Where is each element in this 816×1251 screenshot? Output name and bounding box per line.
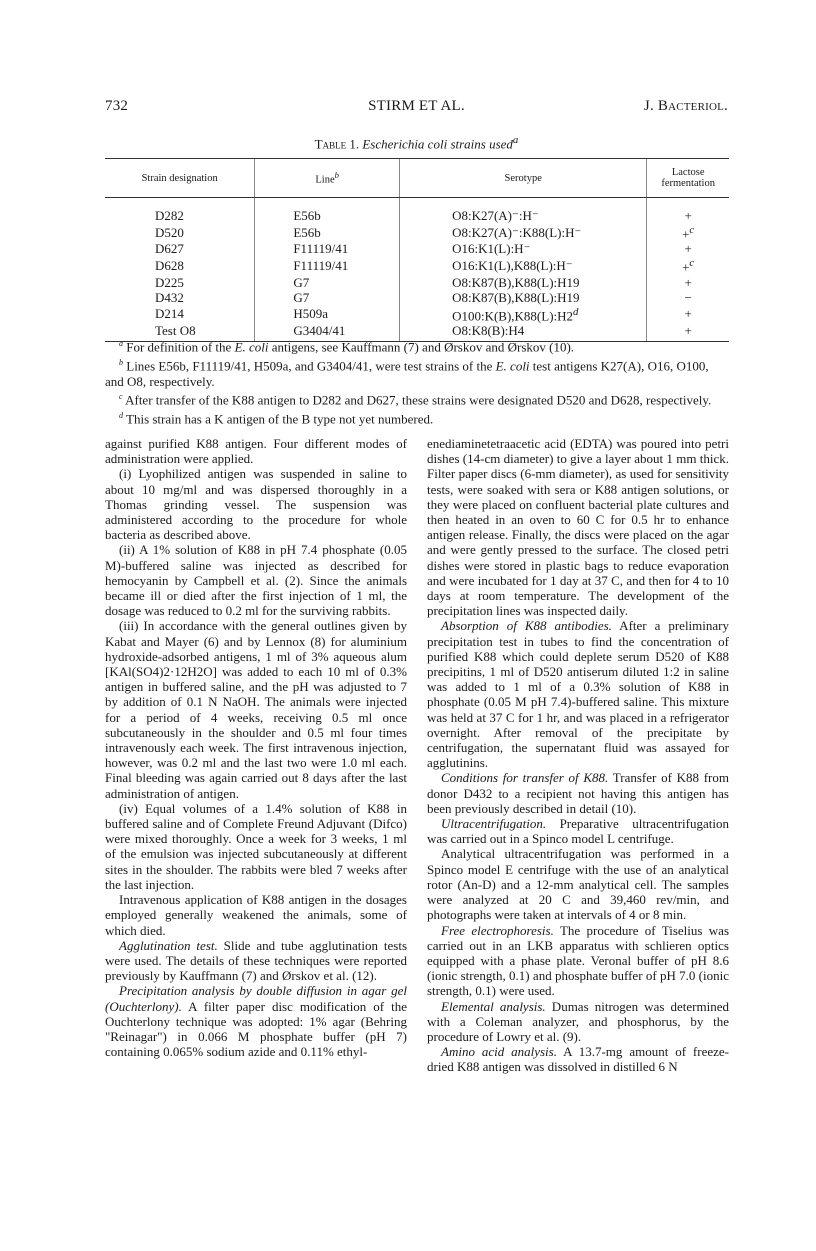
column-header-line: Line$^b$ bbox=[255, 159, 400, 198]
table-header-row bbox=[105, 159, 729, 198]
section-paragraph: Ultracentrifugation. Preparative ultracentrifugation was carried out in a Spinco model L centrifuge. bbox=[427, 816, 729, 847]
lactose-cell: +$^c$ bbox=[647, 223, 729, 241]
line-cell: G7 bbox=[255, 290, 400, 305]
lactose-cell: + bbox=[647, 275, 729, 290]
section-paragraph: Agglutination test. Slide and tube agglutination tests were used. The details of these techniques were reported previously by Kauffmann (7) and Ørskov et al. (12). bbox=[105, 937, 407, 984]
line-cell: G3404/41 bbox=[255, 323, 400, 342]
section-heading: Precipitation analysis by double diffusion in agar gel (Ouchterlony). bbox=[105, 983, 407, 1014]
body-paragraph: against purified K88 antigen. Four different modes of administration were applied. bbox=[105, 436, 407, 467]
body-paragraph: (ii) A 1% solution of K88 in pH 7.4 phosphate (0.05 M)-buffered saline was injected as described for hemocyanin by Campbell et al. (2). Since the animals became ill or died after the first injection of 1 ml, the dosage was reduced to 0.2 ml for the surviving rabbits. bbox=[105, 542, 407, 619]
column-header-lactose: Lactose fermentation bbox=[647, 159, 729, 198]
column-header-serotype: Serotype bbox=[400, 159, 647, 198]
lactose-cell: + bbox=[647, 305, 729, 323]
table-row bbox=[105, 275, 729, 290]
table-footnote: $^b$ Lines E56b, F11119/41, H509a, and G3404/41, were test strains of the E. coli test antigens K27(A), O16, O100, and O8, respectively. bbox=[105, 357, 709, 389]
line-cell: E56b bbox=[255, 223, 400, 241]
serotype-cell: O16:K1(L):H⁻ bbox=[400, 241, 647, 256]
section-heading: Ultracentrifugation. bbox=[441, 816, 547, 832]
serotype-cell: O8:K87(B),K88(L):H19 bbox=[400, 275, 647, 290]
line-cell: E56b bbox=[255, 198, 400, 224]
table-title-organism: Escherichia coli bbox=[362, 136, 448, 152]
line-cell: G7 bbox=[255, 275, 400, 290]
body-paragraph: (i) Lyophilized antigen was suspended in saline to about 10 mg/ml and was dispersed thoroughly in a Thomas grinding vessel. The suspension was administered according to the procedure for whole bacteria as described above. bbox=[105, 466, 407, 543]
serotype-cell: O8:K8(B):H4 bbox=[400, 323, 647, 342]
section-paragraph: Amino acid analysis. A 13.7-mg amount of freeze-dried K88 antigen was dissolved in distilled 6 N bbox=[427, 1044, 729, 1075]
serotype-cell: O8:K27(A)⁻:H⁻ bbox=[400, 198, 647, 224]
table-row bbox=[105, 198, 729, 224]
table-footnotes bbox=[105, 336, 729, 427]
strain-cell: D225 bbox=[155, 274, 184, 290]
section-paragraph: Elemental analysis. Dumas nitrogen was determined with a Coleman analyzer, and phosphorus, by the procedure of Lowry et al. (9). bbox=[427, 998, 729, 1044]
table-title-footnote-mark: a bbox=[512, 134, 519, 146]
strain-cell: Test O8 bbox=[105, 323, 255, 342]
section-paragraph: Analytical ultracentrifugation was performed in a Spinco model E centrifuge with the use of an analytical rotor (An-D) and a 12-mm analytical cell. The samples were analyzed at 20 C and 39,460 rev/min, and photographs were taken at intervals of 4 or 8 min. bbox=[427, 846, 729, 923]
section-paragraph: Free electrophoresis. The procedure of Tiselius was carried out in an LKB apparatus with schlieren optics equipped with a phase plate. Veronal buffer of pH 8.6 (ionic strength, 0.1) and phosphate buffer of pH 7.0 (ionic strength, 0.1) were used. bbox=[427, 922, 729, 999]
table-row bbox=[105, 223, 729, 241]
strain-cell: D282 bbox=[155, 208, 184, 223]
journal-name: J. Bacteriol. bbox=[643, 98, 728, 114]
strain-cell: D520 bbox=[155, 224, 184, 240]
section-heading: Elemental analysis. bbox=[441, 998, 546, 1014]
table-row bbox=[105, 305, 729, 323]
table-footnote: $^c$ After transfer of the K88 antigen to D282 and D627, these strains were designated D520 and D628, respectively. bbox=[119, 392, 712, 408]
running-authors: STIRM ET AL. bbox=[368, 98, 465, 114]
serotype-cell: O8:K87(B),K88(L):H19 bbox=[400, 290, 647, 305]
column-header-strain: Strain designation bbox=[105, 159, 255, 198]
body-paragraph: (iii) In accordance with the general outlines given by Kabat and Mayer (6) and by Lennox (8) for aluminium hydroxide-adsorbed antigens, 1 ml of 3% aqueous alum [KAl(SO4)2·12H2O] was added to each 10 ml of 0.3% antigen in buffered saline, and the pH was adjusted to 7 by addition of 0.1 N NaOH. The animals were injected for a period of 4 weeks, receiving 0.5 ml once subcutaneously in the shoulder and 0.5 ml four times intravenously each week. The first intravenous injection, however, was 0.2 ml and the last two were 1.0 ml each. Final bleeding was again carried out 8 days after the last administration of antigen. bbox=[105, 618, 407, 801]
section-heading: Free electrophoresis. bbox=[441, 922, 554, 938]
table-caption bbox=[105, 134, 728, 152]
body-paragraph: (iv) Equal volumes of a 1.4% solution of K88 in buffered saline and of Complete Freund Adjuvant (Difco) were mixed thoroughly. Once a week for 3 weeks, 1 ml of the emulsion was injected subcutaneously at different sites in the shoulder. The rabbits were bled 7 weeks after the last injection. bbox=[105, 800, 407, 892]
strain-cell: D432 bbox=[155, 289, 184, 305]
line-cell: F11119/41 bbox=[255, 241, 400, 256]
section-paragraph: Absorption of K88 antibodies. After a preliminary precipitation test in tubes to find the concentration of purified K88 which could deplete serum D520 of K88 precipitins, 1 ml of D520 antiserum diluted 1:2 in saline was added to 1 ml of a 0.3% solution of K88 in phosphate (0.05 M pH 7.4)-buffered saline. This mixture was held at 37 C for 1 hr, and was placed in a refrigerator overnight. After removal of the precipitate by centrifugation, the supernatant fluid was assayed for agglutinins. bbox=[427, 618, 729, 771]
strain-cell: D628 bbox=[155, 257, 184, 273]
lactose-cell: + bbox=[647, 323, 729, 342]
lactose-cell: + bbox=[647, 241, 729, 256]
right-text-column bbox=[427, 436, 729, 1075]
section-paragraph: Precipitation analysis by double diffusion in agar gel (Ouchterlony). A filter paper disc modification of the Ouchterlony technique was adopted: 1% agar (Behring "Reinagar") in 0.066 M phosphate buffer (pH 7) containing 0.065% sodium azide and 0.11% ethyl- bbox=[105, 983, 407, 1060]
left-text-column bbox=[105, 436, 407, 1059]
section-paragraph: Conditions for transfer of K88. Transfer of K88 from donor D432 to a recipient not having this antigen has been previously described in detail (10). bbox=[427, 770, 729, 816]
section-heading: Absorption of K88 antibodies. bbox=[441, 618, 612, 634]
section-heading: Conditions for transfer of K88. bbox=[441, 770, 609, 786]
strain-cell: D627 bbox=[155, 241, 184, 257]
serotype-cell: O8:K27(A)⁻:K88(L):H⁻ bbox=[400, 223, 647, 241]
lactose-cell: + bbox=[647, 198, 729, 224]
table-row bbox=[105, 241, 729, 256]
page-number: 732 bbox=[105, 98, 129, 114]
section-heading: Amino acid analysis. bbox=[441, 1044, 557, 1060]
table-row bbox=[105, 290, 729, 305]
table-footnote: $^a$ For definition of the E. coli antigens, see Kauffmann (7) and Ørskov and Ørskov (10). bbox=[119, 339, 575, 355]
section-paragraph: enediaminetetraacetic acid (EDTA) was poured into petri dishes (14-cm diameter) to give a layer about 1 mm thick. Filter paper discs (6-mm diameter), as used for sensitivity tests, were soaked with sera or K88 antigen solutions, or they were placed on confluent bacterial plate cultures and then heated in an oven to 60 C for 0.5 hr to enhance antigen release. Finally, the discs were placed on the agar and were gently pressed to the surface. The closed petri dishes were stored in plastic bags to reduce evaporation and were incubated for 1 day at 37 C, and then for 4 to 10 days at room temperature. The development of the precipitation lines was inspected daily. bbox=[427, 436, 729, 619]
line-cell: H509a bbox=[255, 305, 400, 323]
serotype-cell: O16:K1(L),K88(L):H⁻ bbox=[400, 256, 647, 274]
strain-cell: D214 bbox=[155, 306, 184, 322]
strains-table bbox=[105, 158, 729, 342]
lactose-cell: − bbox=[647, 290, 729, 305]
body-paragraph: Intravenous application of K88 antigen in the dosages employed generally weakened the animals, some of which died. bbox=[105, 892, 407, 938]
line-cell: F11119/41 bbox=[255, 256, 400, 274]
lactose-cell: +$^c$ bbox=[647, 256, 729, 274]
section-heading: Agglutination test. bbox=[119, 937, 218, 953]
table-row bbox=[105, 256, 729, 274]
table-footnote: $^d$ This strain has a K antigen of the B type not yet numbered. bbox=[119, 410, 434, 427]
table-title-rest: strains used bbox=[447, 136, 513, 152]
serotype-cell: O100:K(B),K88(L):H2$^d$ bbox=[400, 305, 647, 323]
running-header bbox=[105, 98, 728, 122]
table-label: Table 1. bbox=[314, 136, 360, 152]
